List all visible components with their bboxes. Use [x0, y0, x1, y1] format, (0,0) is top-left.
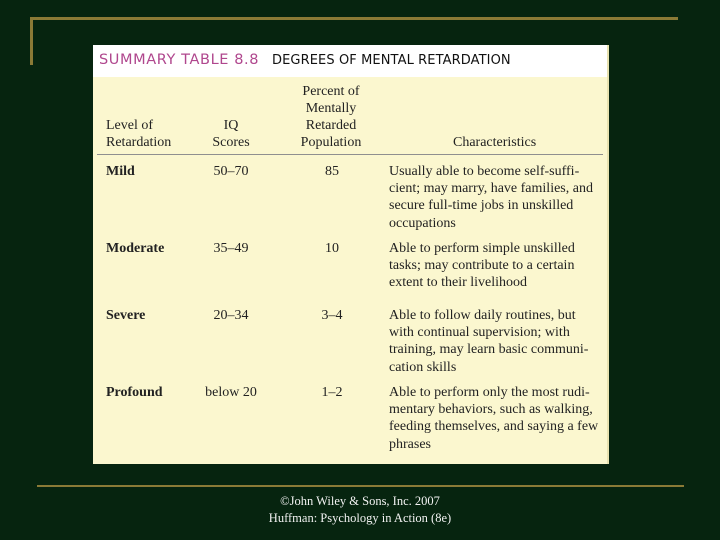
row-mild-characteristics: [389, 163, 603, 232]
slide-frame-top-line: [30, 17, 678, 20]
header-iq-line: Scores: [212, 135, 250, 150]
row-profound-iq: below 20: [205, 385, 257, 400]
table-title: DEGREES OF MENTAL RETARDATION: [272, 53, 511, 68]
slide-frame-bottom-line: [37, 485, 684, 487]
header-percent: [292, 83, 370, 151]
header-percent-line: Mentally: [305, 101, 357, 116]
row-mild-level: Mild: [106, 164, 135, 179]
char-line: Able to follow daily routines, but: [389, 308, 576, 323]
char-line: feeding themselves, and saying a few: [389, 419, 599, 435]
row-profound-percent: 1–2: [321, 385, 343, 400]
char-line: cation skills: [389, 359, 457, 375]
row-mild-iq: 50–70: [213, 164, 249, 179]
header-iq-line: IQ: [223, 118, 239, 133]
char-line: cient; may marry, have families, and: [389, 181, 593, 197]
slide-footer: [200, 493, 520, 527]
char-line: mentary behaviors, such as walking,: [389, 402, 593, 418]
header-percent-line: Population: [300, 135, 362, 150]
char-line: Able to perform only the most rudi-: [389, 385, 590, 400]
row-severe-iq: 20–34: [213, 308, 249, 323]
char-line: secure full-time jobs in unskilled: [389, 198, 574, 214]
row-moderate-level: Moderate: [106, 241, 165, 256]
slide-frame-left-line: [30, 17, 33, 65]
header-percent-line: Percent of: [302, 84, 360, 99]
table-title-bar: [93, 45, 609, 77]
summary-table: [93, 45, 609, 464]
header-iq-scores: [205, 117, 257, 151]
row-severe-characteristics: [389, 307, 603, 376]
footer-source: Huffman: Psychology in Action (8e): [268, 511, 452, 525]
header-level-line: Level of: [106, 118, 154, 133]
char-line: Usually able to become self-suffi-: [389, 164, 580, 179]
row-severe-level: Severe: [106, 308, 146, 323]
char-line: occupations: [389, 215, 456, 231]
row-severe-percent: 3–4: [321, 308, 343, 323]
header-characteristics: Characteristics: [453, 135, 537, 150]
header-level: [106, 117, 171, 151]
char-line: extent to their livelihood: [389, 275, 528, 291]
char-line: Able to perform simple unskilled: [389, 241, 575, 256]
header-percent-line: Retarded: [305, 118, 357, 133]
row-mild-percent: 85: [325, 164, 339, 179]
row-moderate-percent: 10: [325, 241, 339, 256]
header-divider: [97, 154, 603, 155]
char-line: phrases: [389, 436, 431, 452]
char-line: training, may learn basic communi-: [389, 342, 589, 358]
row-profound-level: Profound: [106, 385, 163, 400]
footer-copyright: ©John Wiley & Sons, Inc. 2007: [280, 494, 440, 508]
char-line: with continual supervision; with: [389, 325, 570, 341]
row-moderate-characteristics: [389, 240, 603, 292]
char-line: tasks; may contribute to a certain: [389, 258, 575, 274]
row-moderate-iq: 35–49: [213, 241, 249, 256]
table-label: SUMMARY TABLE 8.8: [99, 52, 260, 68]
header-level-line: Retardation: [106, 135, 172, 150]
row-profound-characteristics: [389, 384, 603, 453]
